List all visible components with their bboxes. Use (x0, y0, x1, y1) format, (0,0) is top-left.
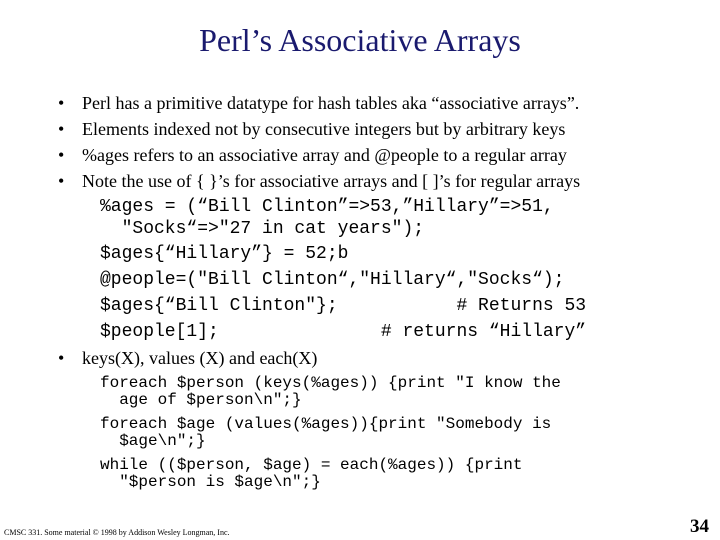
bullet-marker: • (58, 348, 65, 368)
bullet-marker: • (58, 119, 65, 139)
code-line: "$person is $age\n";} (100, 473, 321, 491)
bullet-text: Elements indexed not by consecutive integers but by arbitrary keys (82, 119, 566, 139)
bullet-item (58, 93, 579, 113)
bullet-text: %ages refers to an associative array and @people to a regular array (82, 145, 567, 165)
bullet-marker: • (58, 145, 65, 165)
code-line: $age\n";} (100, 432, 206, 450)
bullet-item (58, 348, 317, 368)
code-line: %ages = (“Bill Clinton”=>53,”Hillary”=>51, (100, 197, 554, 217)
code-line: $people[1]; # returns “Hillary” (100, 322, 587, 342)
bullet-item (58, 145, 567, 165)
bullet-item (58, 171, 580, 191)
code-line: while (($person, $age) = each(%ages)) {print (100, 456, 523, 474)
bullet-marker: • (58, 171, 65, 191)
bullet-item (58, 119, 565, 139)
code-line: foreach $age (values(%ages)){print "Somebody is (100, 415, 552, 433)
code-line: $ages{“Hillary”} = 52;b (100, 244, 349, 264)
code-line: $ages{“Bill Clinton"}; # Returns 53 (100, 296, 587, 316)
bullet-text: Note the use of { }’s for associative arrays and [ ]’s for regular arrays (82, 171, 581, 191)
slide-title: Perl’s Associative Arrays (199, 22, 521, 58)
code-line: age of $person\n";} (100, 391, 302, 409)
code-line: foreach $person (keys(%ages)) {print "I know the (100, 374, 561, 392)
code-line: "Socks“=>"27 in cat years"); (100, 219, 425, 239)
bullet-text: keys(X), values (X) and each(X) (82, 348, 318, 368)
bullet-text: Perl has a primitive datatype for hash tables aka “associative arrays”. (82, 93, 580, 113)
slide-footer: CMSC 331. Some material © 1998 by Addison Wesley Longman, Inc. (4, 528, 230, 537)
bullet-marker: • (58, 93, 65, 113)
code-line: @people=("Bill Clinton“,"Hillary“,"Socks“); (100, 270, 565, 290)
page-number: 34 (690, 516, 709, 537)
